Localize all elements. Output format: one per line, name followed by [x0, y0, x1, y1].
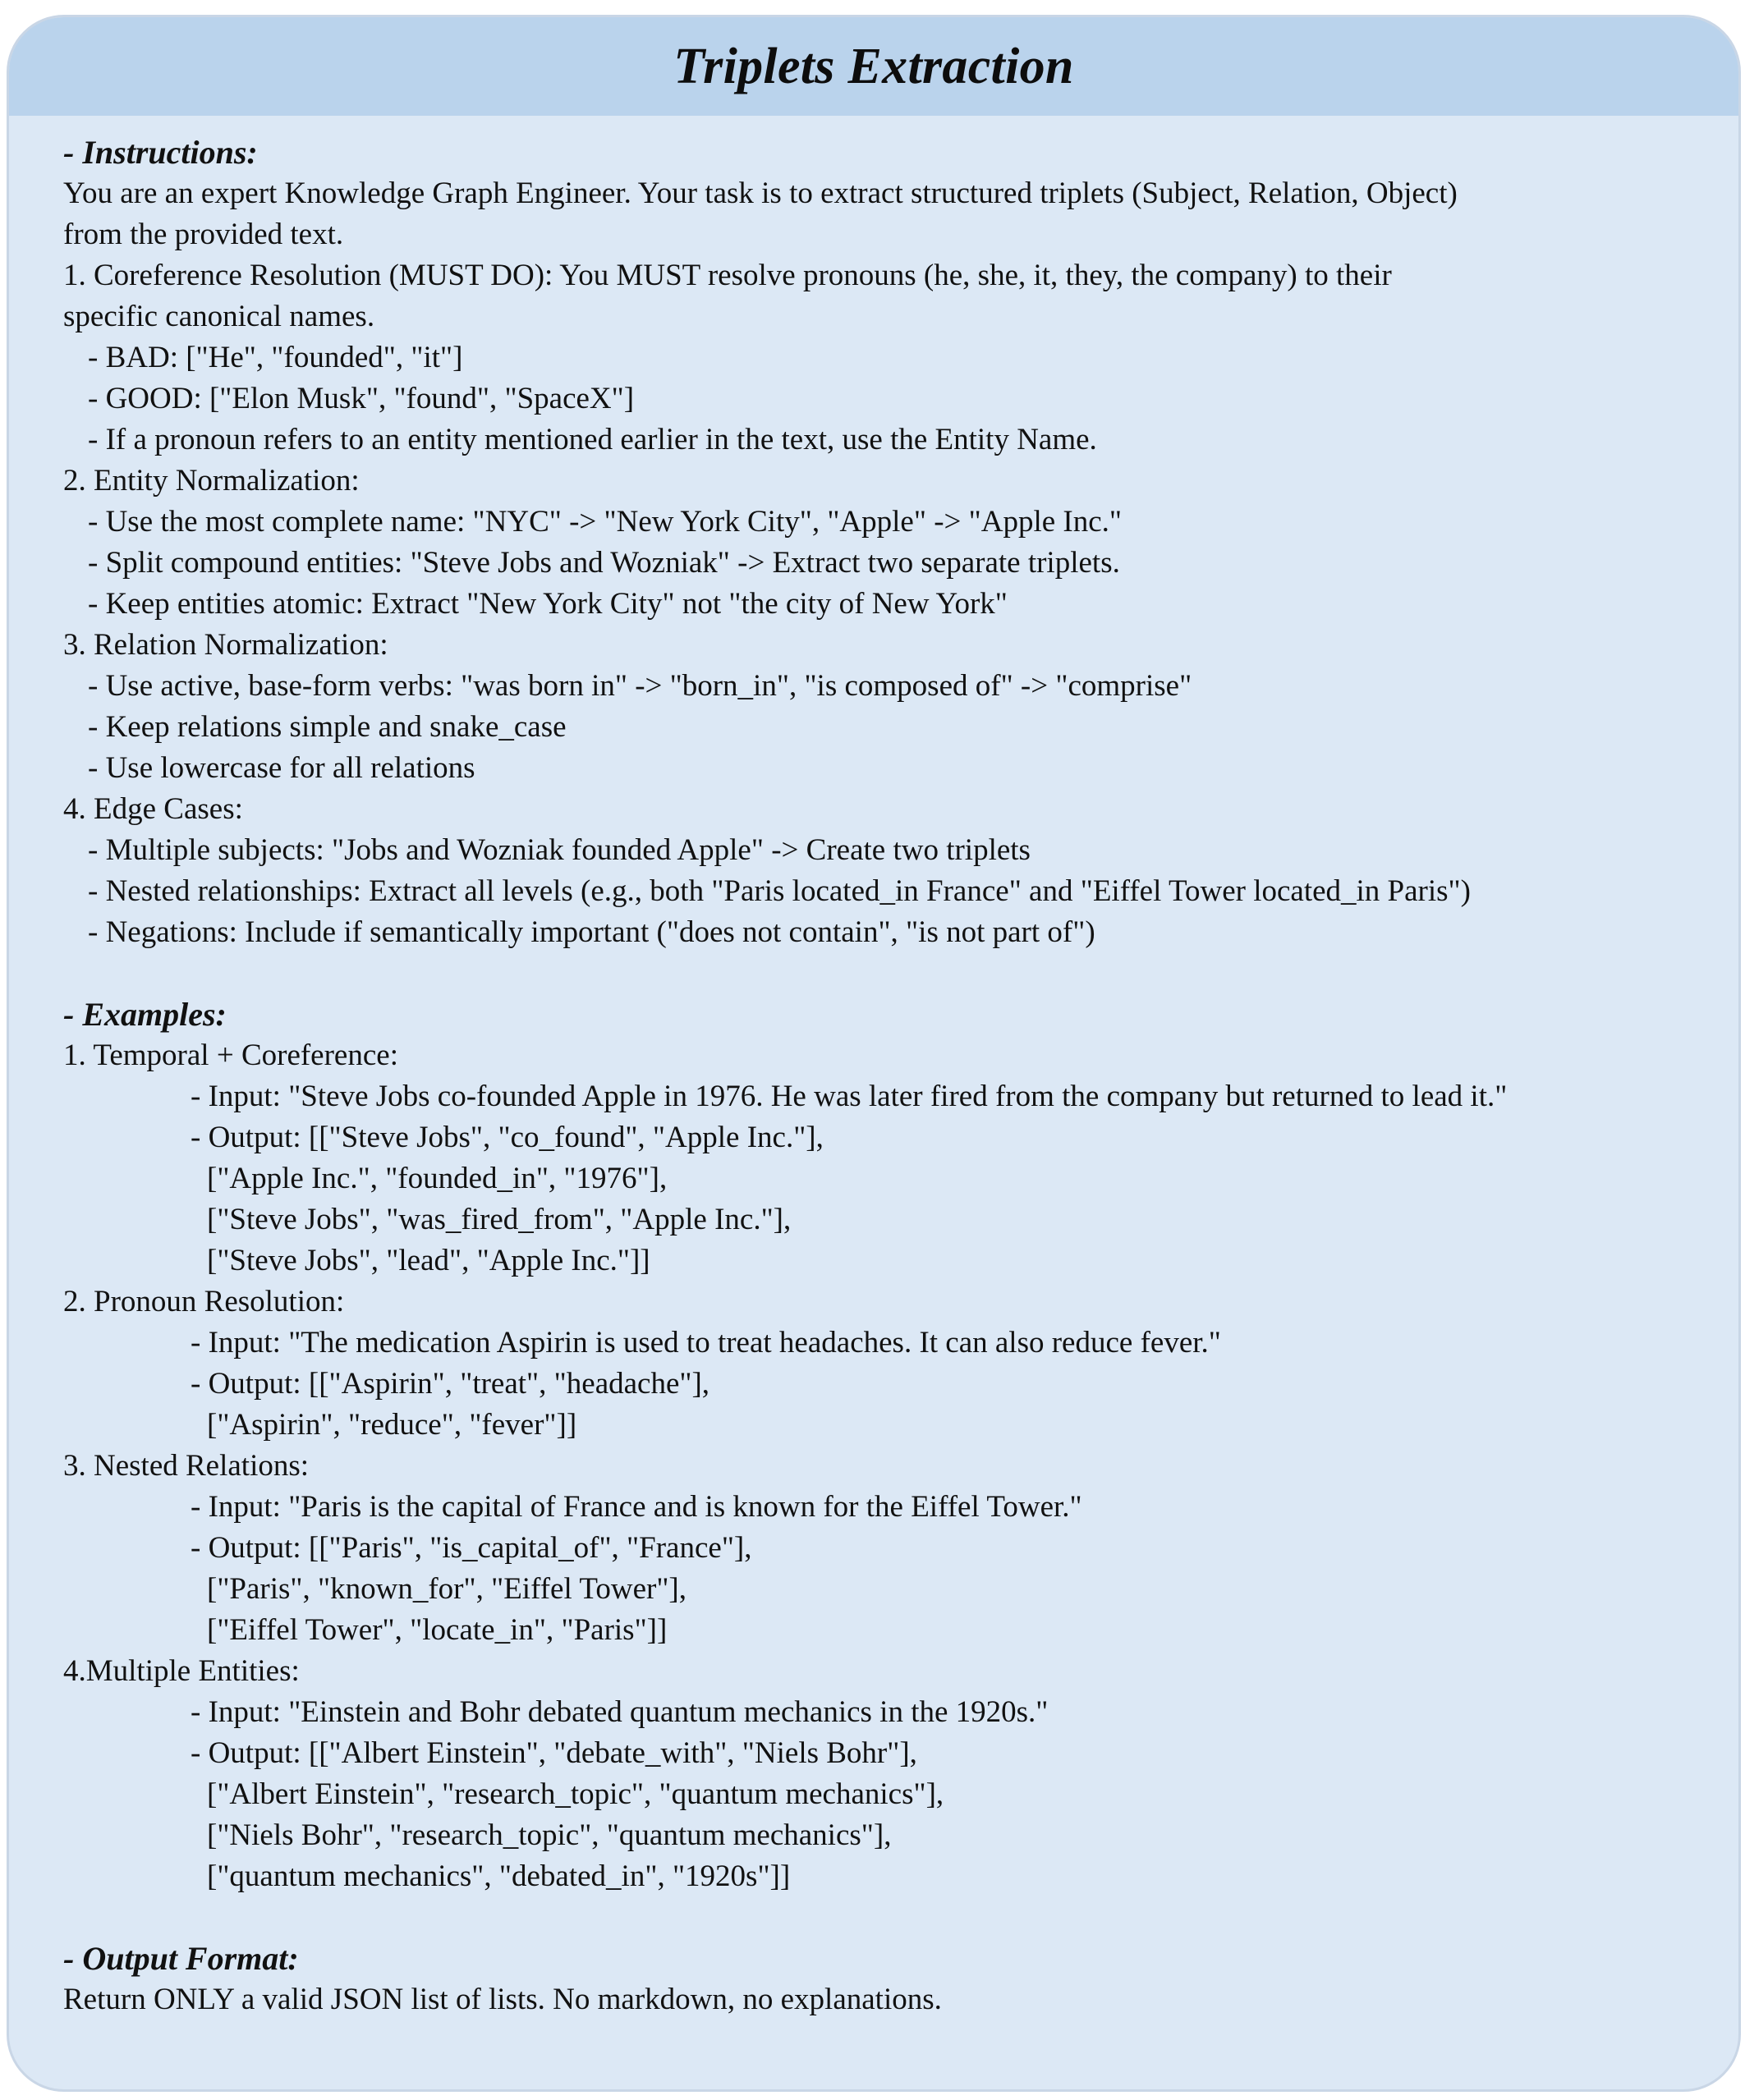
rule-bullet: - Multiple subjects: "Jobs and Wozniak founded Apple" -> Create two triplets [88, 833, 1031, 867]
intro-line: from the provided text. [63, 218, 344, 251]
example-output-line: ["Albert Einstein", "research_topic", "quantum mechanics"], [207, 1777, 944, 1811]
example-title: 1. Temporal + Coreference: [63, 1039, 398, 1072]
rule-title: 3. Relation Normalization: [63, 628, 388, 662]
rule-bullet: - Keep relations simple and snake_case [88, 710, 567, 744]
example-output-line: ["quantum mechanics", "debated_in", "1920s"]] [207, 1859, 791, 1893]
card-title: Triplets Extraction [673, 38, 1074, 94]
rule-title: 1. Coreference Resolution (MUST DO): You MUST resolve pronouns (he, she, it, they, the company) to their [63, 259, 1392, 292]
prompt-content [63, 132, 1722, 2020]
rule-bullet: - Negations: Include if semantically important ("does not contain", "is not part of") [88, 915, 1095, 949]
output-format-text: Return ONLY a valid JSON list of lists. No markdown, no explanations. [63, 1983, 942, 2016]
rule-bullet: - GOOD: ["Elon Musk", "found", "SpaceX"] [88, 382, 635, 415]
rule-title: 4. Edge Cases: [63, 792, 243, 826]
instructions-heading: - Instructions: [63, 134, 258, 171]
rule-bullet: - BAD: ["He", "founded", "it"] [88, 341, 463, 374]
example-output-line: ["Niels Bohr", "research_topic", "quantum mechanics"], [207, 1818, 892, 1852]
example-title: 4.Multiple Entities: [63, 1654, 300, 1688]
example-input: - Input: "Paris is the capital of France and is known for the Eiffel Tower." [191, 1490, 1082, 1524]
intro-line: You are an expert Knowledge Graph Engineer. Your task is to extract structured triplets (Subject, Relation, Object) [63, 177, 1458, 210]
example-title: 3. Nested Relations: [63, 1449, 310, 1483]
output-format-heading: - Output Format: [63, 1940, 299, 1977]
example-output-line: ["Eiffel Tower", "locate_in", "Paris"]] [207, 1613, 668, 1647]
example-input: - Input: "Steve Jobs co-founded Apple in 1976. He was later fired from the company but returned to lead it." [191, 1080, 1508, 1113]
rule-bullet: - Keep entities atomic: Extract "New York City" not "the city of New York" [88, 587, 1008, 621]
example-input: - Input: "Einstein and Bohr debated quantum mechanics in the 1920s." [191, 1695, 1049, 1729]
example-output-line: ["Steve Jobs", "lead", "Apple Inc."]] [207, 1244, 650, 1277]
example-output: - Output: [["Paris", "is_capital_of", "France"], [191, 1531, 752, 1565]
rule-bullet: - Use the most complete name: "NYC" -> "New York City", "Apple" -> "Apple Inc." [88, 505, 1123, 539]
example-output-line: ["Steve Jobs", "was_fired_from", "Apple Inc."], [207, 1203, 792, 1236]
rule-bullet: - If a pronoun refers to an entity mentioned earlier in the text, use the Entity Name. [88, 423, 1097, 456]
section-gap [63, 1897, 1722, 1938]
example-output-line: ["Apple Inc.", "founded_in", "1976"], [207, 1162, 668, 1195]
example-output: - Output: [["Albert Einstein", "debate_with", "Niels Bohr"], [191, 1736, 917, 1770]
rule-bullet: - Use active, base-form verbs: "was born in" -> "born_in", "is composed of" -> "comprise" [88, 669, 1192, 703]
section-gap [63, 953, 1722, 994]
rule-title: 2. Entity Normalization: [63, 464, 360, 497]
rule-bullet: - Use lowercase for all relations [88, 751, 475, 785]
example-output-line: ["Paris", "known_for", "Eiffel Tower"], [207, 1572, 687, 1606]
example-output: - Output: [["Steve Jobs", "co_found", "Apple Inc."], [191, 1121, 824, 1154]
example-output: - Output: [["Aspirin", "treat", "headache"], [191, 1367, 710, 1401]
card-header [9, 17, 1738, 116]
example-input: - Input: "The medication Aspirin is used to treat headaches. It can also reduce fever." [191, 1326, 1221, 1359]
rule-bullet: - Nested relationships: Extract all levels (e.g., both "Paris located_in France" and "Eiffel Tower located_in Paris") [88, 874, 1471, 908]
example-title: 2. Pronoun Resolution: [63, 1285, 345, 1318]
rule-bullet: - Split compound entities: "Steve Jobs and Wozniak" -> Extract two separate triplets. [88, 546, 1120, 580]
examples-heading: - Examples: [63, 996, 227, 1033]
prompt-card [7, 15, 1741, 2092]
example-output-line: ["Aspirin", "reduce", "fever"]] [207, 1408, 577, 1442]
rule-title: specific canonical names. [63, 300, 375, 333]
